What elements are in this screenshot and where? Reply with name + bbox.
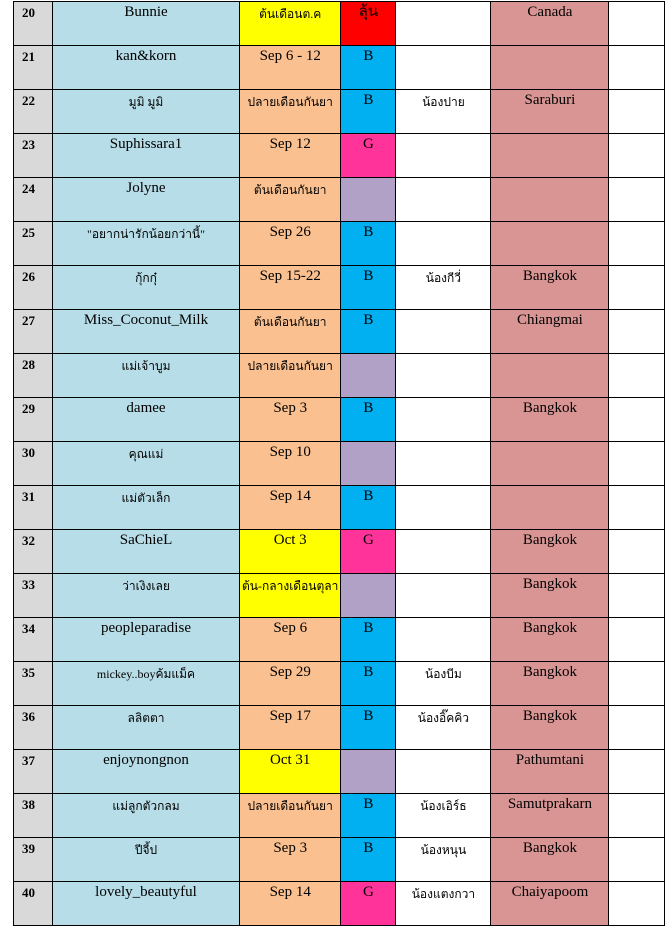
member-name-cell: ลลิตตา [53,706,240,750]
due-date-cell: Oct 3 [240,530,341,574]
baby-sex-cell: B [341,46,396,90]
baby-sex-cell: G [341,134,396,178]
member-name-cell: lovely_beautyful [53,882,240,926]
roster-table [13,1,665,926]
table-row [14,398,665,442]
baby-nickname-cell [396,310,491,354]
member-name-cell: คุณแม่ [53,442,240,486]
table-row [14,442,665,486]
empty-cell [609,442,665,486]
table-row [14,178,665,222]
baby-sex-cell: B [341,618,396,662]
member-name-cell: แม่ลูกตัวกลม [53,794,240,838]
baby-sex-cell [341,178,396,222]
location-cell [491,178,609,222]
baby-sex-cell [341,574,396,618]
due-date-cell: Sep 29 [240,662,341,706]
baby-nickname-cell [396,354,491,398]
location-cell [491,134,609,178]
table-row [14,574,665,618]
baby-nickname-cell [396,46,491,90]
baby-sex-cell: G [341,530,396,574]
table-row [14,134,665,178]
due-date-cell: Sep 15-22 [240,266,341,310]
baby-sex-cell: B [341,794,396,838]
baby-nickname-cell [396,134,491,178]
due-date-cell: Sep 17 [240,706,341,750]
row-number-cell: 23 [14,134,53,178]
due-date-cell: ปลายเดือนกันยา [240,354,341,398]
empty-cell [609,882,665,926]
baby-sex-cell: ลุ้น [341,2,396,46]
baby-sex-cell: B [341,90,396,134]
table-row [14,882,665,926]
member-name-cell: Miss_Coconut_Milk [53,310,240,354]
table-row [14,530,665,574]
member-name-cell: Bunnie [53,2,240,46]
due-date-cell: ปลายเดือนกันยา [240,90,341,134]
row-number-cell: 35 [14,662,53,706]
baby-sex-cell: B [341,266,396,310]
due-date-cell: ปลายเดือนกันยา [240,794,341,838]
due-date-cell: Sep 10 [240,442,341,486]
baby-nickname-cell: น้องปาย [396,90,491,134]
member-name-cell: kan&korn [53,46,240,90]
member-name-cell: mickey..boyค้มแม็ค [53,662,240,706]
location-cell: Samutprakarn [491,794,609,838]
location-cell: Bangkok [491,618,609,662]
baby-nickname-cell [396,2,491,46]
row-number-cell: 33 [14,574,53,618]
baby-sex-cell [341,354,396,398]
member-name-cell: "อยากน่ารักน้อยกว่านี้" [53,222,240,266]
due-date-cell: ต้น-กลางเดือนตุลา [240,574,341,618]
due-date-cell: ต้นเดือนกันยา [240,178,341,222]
baby-sex-cell: B [341,398,396,442]
location-cell: Bangkok [491,398,609,442]
table-row [14,750,665,794]
member-name-cell: แม่เจ้าบูม [53,354,240,398]
baby-nickname-cell [396,618,491,662]
row-number-cell: 36 [14,706,53,750]
baby-nickname-cell [396,442,491,486]
baby-sex-cell [341,442,396,486]
table-row [14,222,665,266]
empty-cell [609,90,665,134]
due-date-cell: Sep 6 [240,618,341,662]
baby-sex-cell: B [341,486,396,530]
due-date-cell: Sep 3 [240,838,341,882]
member-name-cell: กุ้กกุ๋ [53,266,240,310]
baby-sex-cell: G [341,882,396,926]
row-number-cell: 38 [14,794,53,838]
member-name-cell: ว่าเงิงเลย [53,574,240,618]
row-number-cell: 37 [14,750,53,794]
empty-cell [609,794,665,838]
baby-nickname-cell: น้องแตงกวา [396,882,491,926]
baby-nickname-cell: น้องหนุน [396,838,491,882]
row-number-cell: 28 [14,354,53,398]
baby-nickname-cell [396,398,491,442]
row-number-cell: 39 [14,838,53,882]
member-name-cell: damee [53,398,240,442]
row-number-cell: 24 [14,178,53,222]
row-number-cell: 27 [14,310,53,354]
baby-nickname-cell: น้องกีวี่ [396,266,491,310]
location-cell: Bangkok [491,266,609,310]
empty-cell [609,574,665,618]
table-row [14,662,665,706]
baby-sex-cell: B [341,838,396,882]
member-name-cell: SaChieL [53,530,240,574]
member-name-cell: แม่ตัวเล็ก [53,486,240,530]
location-cell: Bangkok [491,838,609,882]
row-number-cell: 30 [14,442,53,486]
due-date-cell: Sep 12 [240,134,341,178]
due-date-cell: ต้นเดือนต.ค [240,2,341,46]
row-number-cell: 29 [14,398,53,442]
member-name-cell: ปีจี้ป [53,838,240,882]
table-row [14,266,665,310]
due-date-cell: Sep 6 - 12 [240,46,341,90]
member-name-cell: enjoynongnon [53,750,240,794]
location-cell [491,222,609,266]
location-cell: Bangkok [491,530,609,574]
row-number-cell: 26 [14,266,53,310]
baby-nickname-cell [396,178,491,222]
table-row [14,354,665,398]
empty-cell [609,706,665,750]
baby-nickname-cell: น้องบีม [396,662,491,706]
row-number-cell: 34 [14,618,53,662]
member-name-cell: มูมิ มูมิ [53,90,240,134]
baby-nickname-cell: น้องเอิร์ธ [396,794,491,838]
empty-cell [609,750,665,794]
member-name-cell: Jolyne [53,178,240,222]
baby-sex-cell: B [341,222,396,266]
row-number-cell: 21 [14,46,53,90]
due-date-cell: ต้นเดือนกันยา [240,310,341,354]
baby-nickname-cell: น้องอิ๊คคิว [396,706,491,750]
location-cell: Bangkok [491,574,609,618]
empty-cell [609,310,665,354]
location-cell: Pathumtani [491,750,609,794]
table-row [14,46,665,90]
baby-nickname-cell [396,574,491,618]
location-cell [491,442,609,486]
table-row [14,310,665,354]
row-number-cell: 20 [14,2,53,46]
baby-sex-cell: B [341,662,396,706]
table-row [14,486,665,530]
table-row [14,706,665,750]
row-number-cell: 25 [14,222,53,266]
location-cell [491,486,609,530]
location-cell [491,46,609,90]
location-cell: Chaiyapoom [491,882,609,926]
empty-cell [609,2,665,46]
due-date-cell: Sep 14 [240,882,341,926]
baby-nickname-cell [396,530,491,574]
baby-nickname-cell [396,222,491,266]
table-row [14,618,665,662]
location-cell: Bangkok [491,662,609,706]
due-date-cell: Sep 3 [240,398,341,442]
due-date-cell: Sep 14 [240,486,341,530]
row-number-cell: 40 [14,882,53,926]
location-cell: Saraburi [491,90,609,134]
empty-cell [609,266,665,310]
member-name-cell: Suphissara1 [53,134,240,178]
due-date-cell: Sep 26 [240,222,341,266]
location-cell: Chiangmai [491,310,609,354]
empty-cell [609,530,665,574]
table-row [14,2,665,46]
baby-sex-cell: B [341,310,396,354]
baby-nickname-cell [396,486,491,530]
empty-cell [609,222,665,266]
member-name-cell: peopleparadise [53,618,240,662]
location-cell: Canada [491,2,609,46]
empty-cell [609,838,665,882]
table-row [14,838,665,882]
empty-cell [609,662,665,706]
empty-cell [609,618,665,662]
empty-cell [609,178,665,222]
location-cell: Bangkok [491,706,609,750]
row-number-cell: 31 [14,486,53,530]
empty-cell [609,354,665,398]
empty-cell [609,486,665,530]
baby-sex-cell [341,750,396,794]
due-date-cell: Oct 31 [240,750,341,794]
baby-sex-cell: B [341,706,396,750]
table-row [14,794,665,838]
empty-cell [609,46,665,90]
empty-cell [609,398,665,442]
row-number-cell: 22 [14,90,53,134]
row-number-cell: 32 [14,530,53,574]
empty-cell [609,134,665,178]
baby-nickname-cell [396,750,491,794]
location-cell [491,354,609,398]
table-row [14,90,665,134]
